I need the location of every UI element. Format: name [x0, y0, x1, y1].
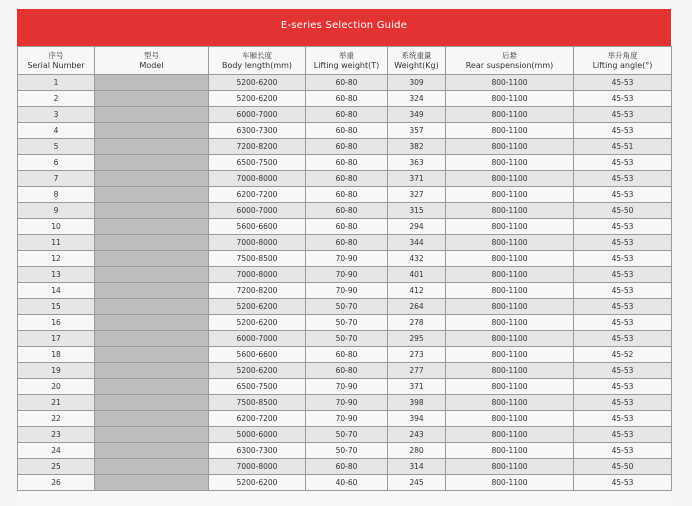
cell-weight: 327 — [388, 187, 446, 203]
cell-lifting-angle: 45-52 — [574, 347, 672, 363]
cell-rear-suspension: 800-1100 — [446, 379, 574, 395]
cell-lifting-weight: 50-70 — [306, 443, 388, 459]
cell-rear-suspension: 800-1100 — [446, 443, 574, 459]
cell-serial-number: 22 — [18, 411, 95, 427]
cell-serial-number: 3 — [18, 107, 95, 123]
cell-lifting-weight: 40-60 — [306, 475, 388, 491]
cell-rear-suspension: 800-1100 — [446, 219, 574, 235]
cell-rear-suspension: 800-1100 — [446, 187, 574, 203]
cell-rear-suspension: 800-1100 — [446, 251, 574, 267]
cell-serial-number: 1 — [18, 75, 95, 91]
cell-lifting-angle: 45-50 — [574, 459, 672, 475]
cell-lifting-angle: 45-53 — [574, 267, 672, 283]
cell-body-length: 7500-8500 — [209, 251, 306, 267]
cell-model — [95, 331, 209, 347]
cell-lifting-angle: 45-53 — [574, 107, 672, 123]
cell-rear-suspension: 800-1100 — [446, 139, 574, 155]
table-row — [18, 139, 672, 155]
cell-lifting-weight: 70-90 — [306, 267, 388, 283]
cell-lifting-angle: 45-53 — [574, 299, 672, 315]
cell-model — [95, 347, 209, 363]
cell-serial-number: 2 — [18, 91, 95, 107]
column-header-zh: 车厢长度 — [242, 50, 272, 60]
cell-model — [95, 139, 209, 155]
cell-serial-number: 11 — [18, 235, 95, 251]
cell-lifting-weight: 70-90 — [306, 379, 388, 395]
cell-body-length: 7000-8000 — [209, 235, 306, 251]
table-row — [18, 331, 672, 347]
cell-weight: 371 — [388, 171, 446, 187]
cell-weight: 394 — [388, 411, 446, 427]
cell-serial-number: 24 — [18, 443, 95, 459]
table-row — [18, 347, 672, 363]
cell-model — [95, 123, 209, 139]
cell-model — [95, 75, 209, 91]
column-header-body-length — [209, 47, 306, 75]
selection-guide-sheet — [17, 9, 671, 506]
cell-lifting-angle: 45-50 — [574, 203, 672, 219]
table-row — [18, 395, 672, 411]
cell-weight: 412 — [388, 283, 446, 299]
cell-body-length: 6300-7300 — [209, 123, 306, 139]
cell-model — [95, 427, 209, 443]
cell-serial-number: 23 — [18, 427, 95, 443]
cell-body-length: 6500-7500 — [209, 155, 306, 171]
selection-table — [17, 46, 672, 491]
table-body — [18, 75, 672, 491]
cell-model — [95, 379, 209, 395]
cell-model — [95, 443, 209, 459]
cell-lifting-weight: 60-80 — [306, 347, 388, 363]
table-row — [18, 107, 672, 123]
cell-serial-number: 18 — [18, 347, 95, 363]
cell-lifting-angle: 45-53 — [574, 171, 672, 187]
cell-body-length: 5200-6200 — [209, 315, 306, 331]
cell-lifting-weight: 60-80 — [306, 107, 388, 123]
cell-serial-number: 10 — [18, 219, 95, 235]
cell-serial-number: 26 — [18, 475, 95, 491]
column-header-en: Model — [139, 60, 164, 70]
cell-body-length: 5000-6000 — [209, 427, 306, 443]
cell-lifting-angle: 45-53 — [574, 443, 672, 459]
table-row — [18, 235, 672, 251]
cell-serial-number: 9 — [18, 203, 95, 219]
table-row — [18, 363, 672, 379]
cell-body-length: 5600-6600 — [209, 347, 306, 363]
cell-lifting-weight: 60-80 — [306, 187, 388, 203]
column-header-zh: 后悬 — [502, 50, 517, 60]
table-row — [18, 203, 672, 219]
column-header-serial-number — [18, 47, 95, 75]
cell-weight: 363 — [388, 155, 446, 171]
column-header-zh: 型号 — [144, 50, 159, 60]
table-row — [18, 251, 672, 267]
cell-serial-number: 12 — [18, 251, 95, 267]
cell-lifting-angle: 45-53 — [574, 235, 672, 251]
cell-rear-suspension: 800-1100 — [446, 75, 574, 91]
cell-body-length: 6000-7000 — [209, 331, 306, 347]
cell-model — [95, 299, 209, 315]
cell-lifting-angle: 45-53 — [574, 75, 672, 91]
cell-weight: 278 — [388, 315, 446, 331]
cell-lifting-weight: 60-80 — [306, 155, 388, 171]
cell-lifting-weight: 60-80 — [306, 203, 388, 219]
cell-model — [95, 219, 209, 235]
cell-rear-suspension: 800-1100 — [446, 411, 574, 427]
cell-body-length: 5200-6200 — [209, 299, 306, 315]
cell-lifting-angle: 45-53 — [574, 427, 672, 443]
column-header-zh: 系统重量 — [401, 50, 432, 60]
table-row — [18, 75, 672, 91]
cell-model — [95, 267, 209, 283]
cell-weight: 243 — [388, 427, 446, 443]
cell-model — [95, 283, 209, 299]
cell-model — [95, 411, 209, 427]
cell-rear-suspension: 800-1100 — [446, 331, 574, 347]
cell-lifting-angle: 45-53 — [574, 155, 672, 171]
cell-lifting-angle: 45-51 — [574, 139, 672, 155]
cell-lifting-angle: 45-53 — [574, 91, 672, 107]
cell-lifting-angle: 45-53 — [574, 379, 672, 395]
cell-lifting-angle: 45-53 — [574, 123, 672, 139]
column-header-lifting-angle — [574, 47, 672, 75]
cell-rear-suspension: 800-1100 — [446, 363, 574, 379]
table-row — [18, 459, 672, 475]
cell-serial-number: 7 — [18, 171, 95, 187]
table-row — [18, 379, 672, 395]
table-row — [18, 299, 672, 315]
cell-lifting-weight: 60-80 — [306, 459, 388, 475]
cell-rear-suspension: 800-1100 — [446, 91, 574, 107]
cell-lifting-weight: 50-70 — [306, 315, 388, 331]
cell-body-length: 5200-6200 — [209, 363, 306, 379]
cell-rear-suspension: 800-1100 — [446, 347, 574, 363]
cell-serial-number: 16 — [18, 315, 95, 331]
table-row — [18, 411, 672, 427]
table-row — [18, 315, 672, 331]
cell-rear-suspension: 800-1100 — [446, 123, 574, 139]
cell-rear-suspension: 800-1100 — [446, 475, 574, 491]
cell-lifting-weight: 60-80 — [306, 235, 388, 251]
cell-body-length: 5200-6200 — [209, 91, 306, 107]
table-row — [18, 155, 672, 171]
cell-rear-suspension: 800-1100 — [446, 299, 574, 315]
cell-body-length: 7200-8200 — [209, 283, 306, 299]
cell-rear-suspension: 800-1100 — [446, 395, 574, 411]
cell-model — [95, 203, 209, 219]
column-header-zh: 序号 — [48, 50, 64, 60]
column-header-en: Rear suspension(mm) — [465, 60, 554, 70]
cell-weight: 324 — [388, 91, 446, 107]
table-row — [18, 187, 672, 203]
column-header-rear-suspension — [446, 47, 574, 75]
table-row — [18, 427, 672, 443]
cell-body-length: 7000-8000 — [209, 459, 306, 475]
cell-weight: 280 — [388, 443, 446, 459]
cell-body-length: 5600-6600 — [209, 219, 306, 235]
table-row — [18, 91, 672, 107]
column-header-en: Body length(mm) — [221, 60, 293, 70]
cell-model — [95, 107, 209, 123]
cell-lifting-weight: 50-70 — [306, 331, 388, 347]
column-header-en: Weight(Kg) — [394, 60, 439, 70]
cell-lifting-weight: 60-80 — [306, 75, 388, 91]
cell-rear-suspension: 800-1100 — [446, 267, 574, 283]
cell-serial-number: 4 — [18, 123, 95, 139]
cell-weight: 349 — [388, 107, 446, 123]
cell-lifting-weight: 60-80 — [306, 363, 388, 379]
column-header-lifting-weight — [306, 47, 388, 75]
cell-body-length: 6000-7000 — [209, 203, 306, 219]
cell-serial-number: 6 — [18, 155, 95, 171]
cell-body-length: 5200-6200 — [209, 75, 306, 91]
cell-serial-number: 25 — [18, 459, 95, 475]
table-row — [18, 283, 672, 299]
cell-rear-suspension: 800-1100 — [446, 283, 574, 299]
cell-weight: 315 — [388, 203, 446, 219]
cell-weight: 245 — [388, 475, 446, 491]
column-header-zh: 举升角度 — [607, 50, 638, 60]
table-row — [18, 475, 672, 491]
cell-model — [95, 187, 209, 203]
table-row — [18, 123, 672, 139]
cell-rear-suspension: 800-1100 — [446, 171, 574, 187]
cell-lifting-weight: 70-90 — [306, 411, 388, 427]
cell-lifting-weight: 50-70 — [306, 427, 388, 443]
cell-weight: 264 — [388, 299, 446, 315]
cell-body-length: 6300-7300 — [209, 443, 306, 459]
cell-rear-suspension: 800-1100 — [446, 107, 574, 123]
table-row — [18, 267, 672, 283]
cell-body-length: 7500-8500 — [209, 395, 306, 411]
cell-serial-number: 17 — [18, 331, 95, 347]
cell-model — [95, 91, 209, 107]
cell-weight: 432 — [388, 251, 446, 267]
cell-lifting-angle: 45-53 — [574, 475, 672, 491]
cell-lifting-angle: 45-53 — [574, 411, 672, 427]
header-row — [18, 47, 672, 75]
cell-lifting-weight: 60-80 — [306, 123, 388, 139]
cell-model — [95, 475, 209, 491]
cell-body-length: 7000-8000 — [209, 267, 306, 283]
cell-weight: 401 — [388, 267, 446, 283]
cell-model — [95, 171, 209, 187]
cell-lifting-angle: 45-53 — [574, 283, 672, 299]
cell-weight: 371 — [388, 379, 446, 395]
cell-model — [95, 459, 209, 475]
cell-body-length: 6500-7500 — [209, 379, 306, 395]
cell-lifting-angle: 45-53 — [574, 363, 672, 379]
cell-lifting-weight: 70-90 — [306, 251, 388, 267]
cell-rear-suspension: 800-1100 — [446, 459, 574, 475]
cell-weight: 277 — [388, 363, 446, 379]
cell-model — [95, 251, 209, 267]
column-header-model — [95, 47, 209, 75]
cell-body-length: 6200-7200 — [209, 187, 306, 203]
cell-weight: 294 — [388, 219, 446, 235]
column-header-en: Lifting angle(°) — [592, 60, 653, 70]
cell-body-length: 7200-8200 — [209, 139, 306, 155]
cell-rear-suspension: 800-1100 — [446, 235, 574, 251]
table-row — [18, 219, 672, 235]
cell-serial-number: 13 — [18, 267, 95, 283]
cell-lifting-weight: 70-90 — [306, 395, 388, 411]
cell-body-length: 5200-6200 — [209, 475, 306, 491]
cell-lifting-angle: 45-53 — [574, 219, 672, 235]
cell-rear-suspension: 800-1100 — [446, 427, 574, 443]
cell-model — [95, 155, 209, 171]
cell-serial-number: 14 — [18, 283, 95, 299]
column-header-en: Lifting weight(T) — [313, 60, 380, 70]
cell-lifting-weight: 50-70 — [306, 299, 388, 315]
cell-lifting-weight: 70-90 — [306, 283, 388, 299]
cell-body-length: 6200-7200 — [209, 411, 306, 427]
cell-lifting-angle: 45-53 — [574, 251, 672, 267]
table-title: E-series Selection Guide — [17, 9, 671, 47]
cell-rear-suspension: 800-1100 — [446, 315, 574, 331]
cell-serial-number: 8 — [18, 187, 95, 203]
cell-weight: 344 — [388, 235, 446, 251]
cell-serial-number: 20 — [18, 379, 95, 395]
column-header-zh: 举重 — [339, 50, 354, 60]
cell-weight: 357 — [388, 123, 446, 139]
cell-lifting-weight: 60-80 — [306, 219, 388, 235]
column-header-en: Serial Number — [27, 60, 85, 70]
cell-lifting-angle: 45-53 — [574, 187, 672, 203]
cell-model — [95, 395, 209, 411]
cell-weight: 398 — [388, 395, 446, 411]
cell-lifting-angle: 45-53 — [574, 331, 672, 347]
cell-rear-suspension: 800-1100 — [446, 203, 574, 219]
cell-body-length: 7000-8000 — [209, 171, 306, 187]
cell-lifting-weight: 60-80 — [306, 171, 388, 187]
cell-serial-number: 5 — [18, 139, 95, 155]
cell-lifting-weight: 60-80 — [306, 91, 388, 107]
cell-body-length: 6000-7000 — [209, 107, 306, 123]
cell-weight: 309 — [388, 75, 446, 91]
cell-lifting-angle: 45-53 — [574, 315, 672, 331]
table-row — [18, 171, 672, 187]
cell-model — [95, 363, 209, 379]
cell-model — [95, 315, 209, 331]
cell-weight: 314 — [388, 459, 446, 475]
cell-lifting-weight: 60-80 — [306, 139, 388, 155]
cell-weight: 382 — [388, 139, 446, 155]
cell-lifting-angle: 45-53 — [574, 395, 672, 411]
cell-serial-number: 21 — [18, 395, 95, 411]
column-header-weight — [388, 47, 446, 75]
cell-weight: 295 — [388, 331, 446, 347]
table-row — [18, 443, 672, 459]
cell-model — [95, 235, 209, 251]
cell-rear-suspension: 800-1100 — [446, 155, 574, 171]
cell-weight: 273 — [388, 347, 446, 363]
cell-serial-number: 19 — [18, 363, 95, 379]
cell-serial-number: 15 — [18, 299, 95, 315]
